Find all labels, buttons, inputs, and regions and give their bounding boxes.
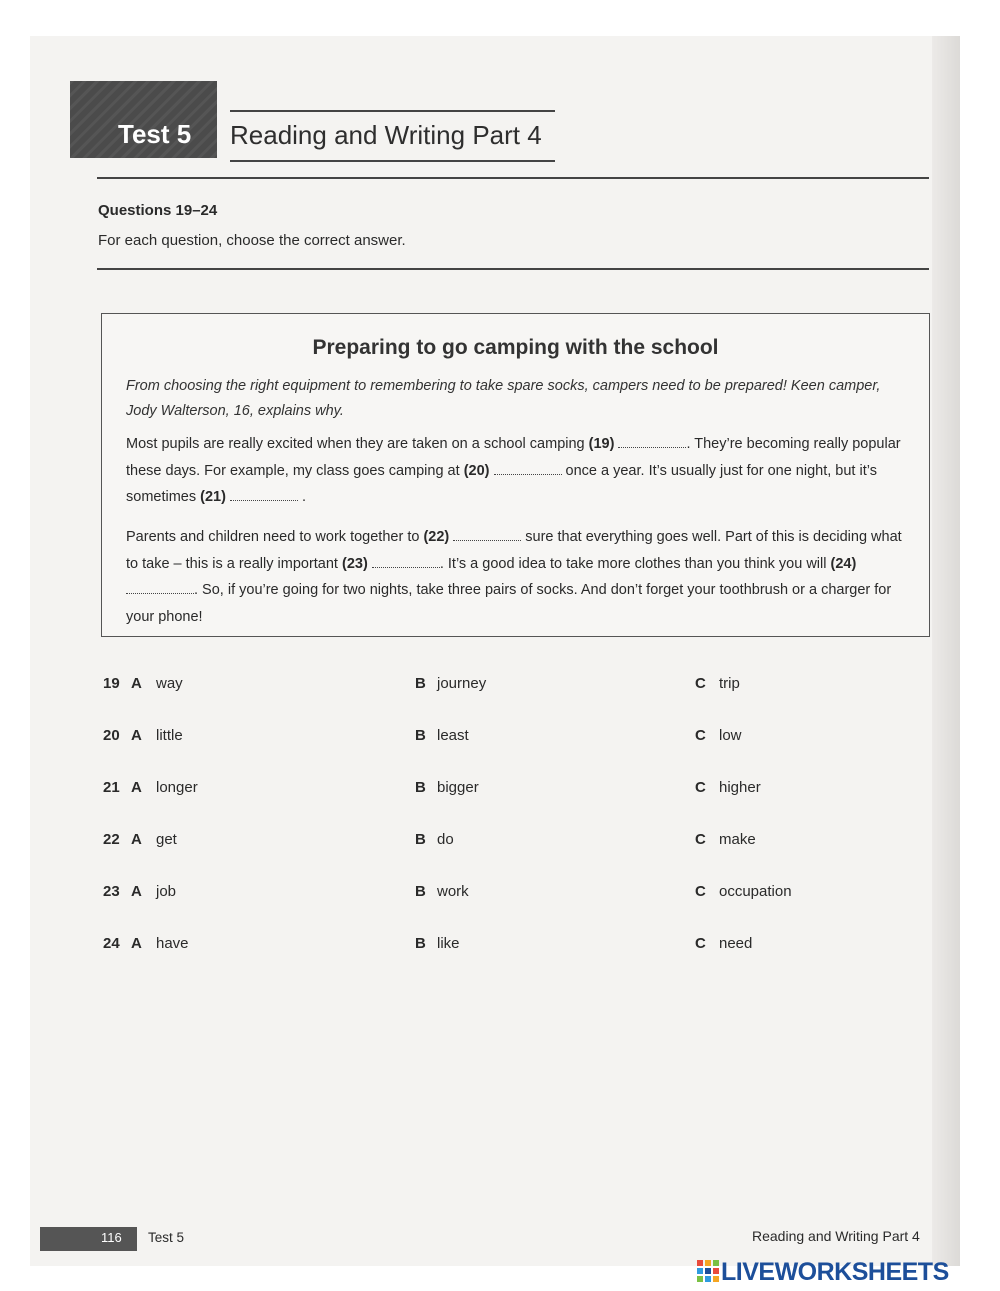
- option-question-number: 21: [103, 779, 120, 796]
- option-question-number: 20: [103, 727, 120, 744]
- p1-text-1: Most pupils are really excited when they are taken on a school camping: [126, 436, 589, 452]
- option-b-23[interactable]: work: [437, 883, 469, 900]
- p1-text-2: . They’re becoming really popular these days. For example, my class goes camping at: [126, 436, 901, 479]
- liveworksheets-logo-icon: [697, 1260, 719, 1282]
- gap-19-number: (19): [588, 436, 615, 452]
- option-b-19[interactable]: journey: [437, 675, 487, 692]
- option-a-24[interactable]: have: [156, 935, 189, 952]
- liveworksheets-brand[interactable]: [697, 1258, 997, 1286]
- option-a-letter: A: [131, 883, 142, 900]
- article-paragraph-2: [126, 524, 916, 630]
- option-c-21[interactable]: higher: [719, 779, 761, 796]
- option-a-21[interactable]: longer: [156, 779, 198, 796]
- option-a-letter: A: [131, 831, 142, 848]
- gap-23-blank[interactable]: [372, 555, 440, 568]
- option-a-letter: A: [131, 935, 142, 952]
- option-b-letter: B: [415, 779, 426, 796]
- option-c-letter: C: [695, 779, 706, 796]
- option-c-22[interactable]: make: [719, 831, 756, 848]
- gap-22-blank[interactable]: [453, 528, 521, 541]
- option-row-23: [0, 883, 1000, 913]
- p2-text-1: Parents and children need to work together to: [126, 529, 424, 545]
- option-a-letter: A: [131, 727, 142, 744]
- p1-text-4: .: [297, 489, 307, 505]
- option-c-letter: C: [695, 675, 706, 692]
- p2-text-3: . It’s a good idea to take more clothes than you think you will: [439, 555, 831, 572]
- test-label: Test 5: [118, 119, 192, 149]
- option-row-24: [0, 935, 1000, 965]
- option-row-22: [0, 831, 1000, 861]
- gap-23-number: (23): [342, 555, 368, 572]
- article-box: [101, 313, 930, 637]
- option-b-letter: B: [415, 883, 426, 900]
- option-a-19[interactable]: way: [156, 675, 183, 692]
- option-c-letter: C: [695, 727, 706, 744]
- questions-heading: Questions 19–24: [98, 202, 218, 219]
- option-row-20: [0, 727, 1000, 757]
- option-a-23[interactable]: job: [156, 883, 177, 900]
- option-c-24[interactable]: need: [719, 935, 753, 952]
- gap-21-blank[interactable]: [230, 488, 298, 501]
- option-a-22[interactable]: get: [156, 831, 177, 848]
- test-label-block: [70, 81, 217, 158]
- option-a-20[interactable]: little: [156, 727, 183, 744]
- section-title-block: [230, 110, 555, 162]
- gap-21-number: (21): [200, 489, 226, 505]
- option-question-number: 22: [103, 831, 120, 848]
- option-b-20[interactable]: least: [437, 727, 469, 744]
- p2-text-4: . So, if you’re going for two nights, take three pairs of socks. And don’t forget your toothbrush or a charger for your phone!: [126, 582, 892, 625]
- option-c-letter: C: [695, 831, 706, 848]
- gap-22-number: (22): [423, 529, 450, 545]
- gap-20-number: (20): [463, 462, 490, 479]
- option-question-number: 24: [103, 935, 120, 952]
- option-question-number: 19: [103, 675, 120, 692]
- gap-24-number: (24): [830, 555, 857, 572]
- page-number-box: [40, 1227, 137, 1251]
- article-title: Preparing to go camping with the school: [312, 336, 719, 359]
- option-c-20[interactable]: low: [719, 727, 742, 744]
- option-a-letter: A: [131, 779, 142, 796]
- top-divider: [97, 177, 929, 179]
- option-b-letter: B: [415, 831, 426, 848]
- option-b-24[interactable]: like: [437, 935, 460, 952]
- gap-24-blank[interactable]: [126, 581, 194, 594]
- article-paragraph-1: [126, 431, 916, 511]
- page-number: 116: [101, 1230, 122, 1245]
- option-b-22[interactable]: do: [437, 831, 454, 848]
- option-row-21: [0, 779, 1000, 809]
- footer-section-label: Reading and Writing Part 4: [752, 1228, 920, 1244]
- option-question-number: 23: [103, 883, 120, 900]
- questions-instruction: For each question, choose the correct answer.: [98, 232, 406, 249]
- instruction-divider: [97, 268, 929, 270]
- liveworksheets-wordmark: LIVEWORKSHEETS: [721, 1258, 949, 1286]
- option-b-letter: B: [415, 727, 426, 744]
- option-a-letter: A: [131, 675, 142, 692]
- article-intro: From choosing the right equipment to remembering to take spare socks, campers need to be prepared! Keen camper, Jody Walterson, 16, explains why.: [126, 378, 881, 419]
- option-c-letter: C: [695, 935, 706, 952]
- footer-test-label: Test 5: [148, 1230, 185, 1245]
- gap-20-blank[interactable]: [494, 462, 562, 475]
- gap-19-blank[interactable]: [618, 435, 686, 448]
- option-c-letter: C: [695, 883, 706, 900]
- option-b-letter: B: [415, 935, 426, 952]
- p2-text-2: sure that everything goes well. Part of this is deciding what to take – this is a really important: [126, 529, 902, 572]
- option-b-letter: B: [415, 675, 426, 692]
- option-b-21[interactable]: bigger: [437, 779, 479, 796]
- section-title: Reading and Writing Part 4: [230, 120, 542, 150]
- page-edge-shadow: [932, 36, 960, 1266]
- page-paper: [30, 36, 960, 1266]
- option-c-19[interactable]: trip: [719, 675, 740, 692]
- option-row-19: [0, 675, 1000, 705]
- p1-text-3: once a year. It’s usually just for one night, but it’s sometimes: [126, 462, 877, 505]
- option-c-23[interactable]: occupation: [719, 883, 792, 900]
